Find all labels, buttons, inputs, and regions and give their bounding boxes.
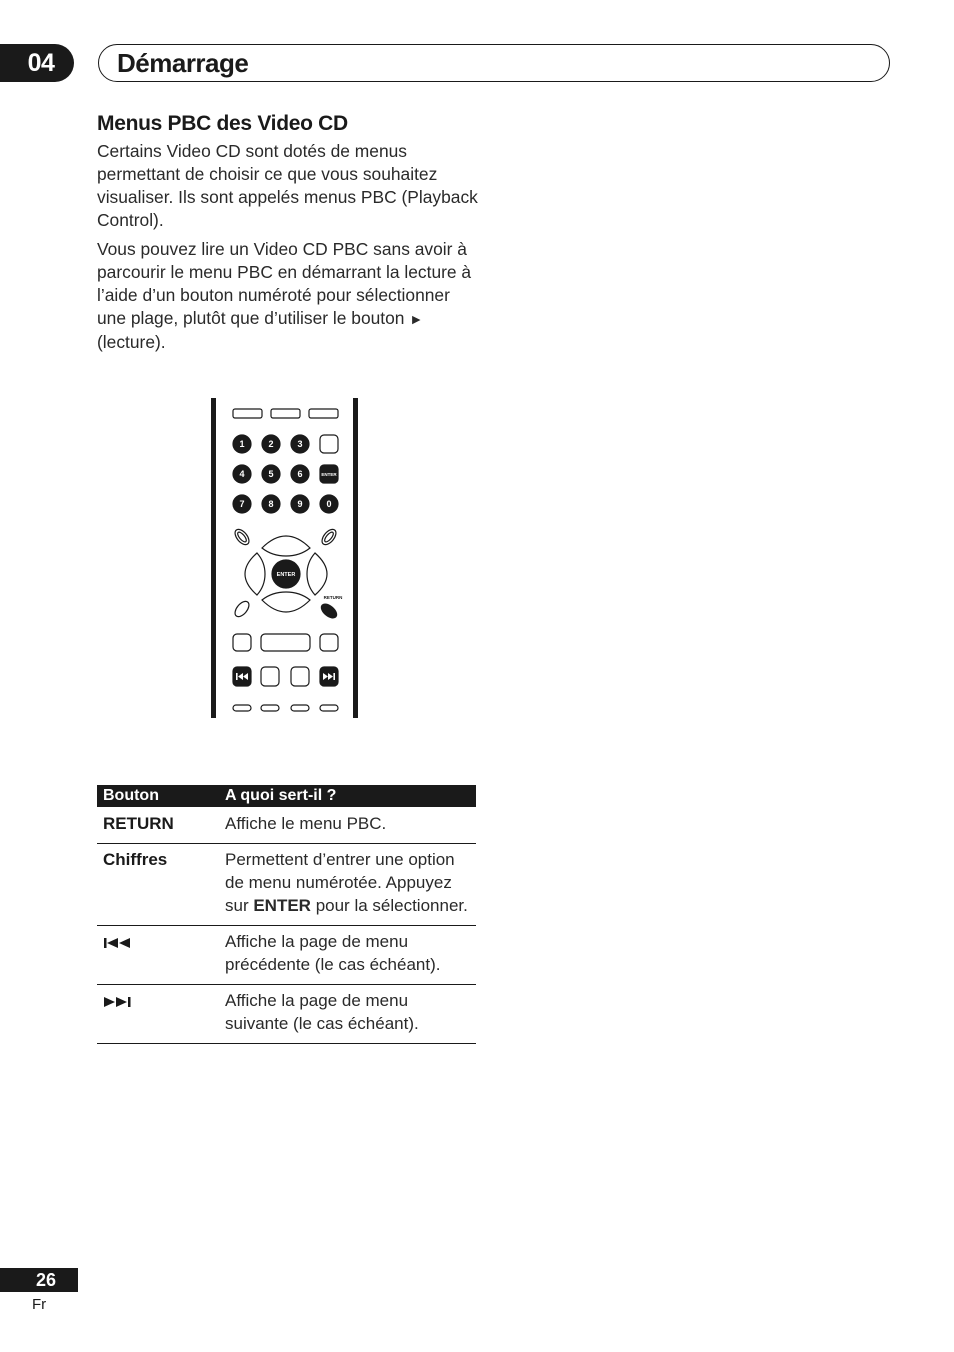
remote-return-label: RETURN [323,595,343,600]
button-return: RETURN [97,807,219,844]
remote-down-arrow [262,592,310,612]
remote-oblique-button-top-right [319,527,338,547]
remote-digit-5: 5 [268,469,274,479]
desc-previous: Affiche la page de menu précédente (le cas échéant). [219,926,476,985]
next-icon [103,995,135,1009]
language-code: Fr [32,1296,47,1313]
remote-digit-0: 0 [326,499,332,509]
chapter-number-badge [0,44,74,82]
play-paragraph [97,238,482,354]
remote-bottom-button-1 [233,705,251,711]
remote-left-arrow [245,553,265,595]
remote-digit-4: 4 [239,469,245,479]
intro-paragraph: Certains Video CD sont dotés de menus permettant de choisir ce que vous souhaitez visualiser. Ils sont appelés menus PBC (Playback Control). [97,141,478,230]
remote-digit-6: 6 [297,469,303,479]
function-table [97,785,476,1044]
table-row [97,844,476,926]
remote-digit-2: 2 [268,439,274,449]
remote-digit-9: 9 [297,499,303,509]
play-paragraph-text: Vous pouvez lire un Video CD PBC sans avoir à parcourir le menu PBC en démarrant la lecture à l’aide d’un bouton numéroté pour sélectionner une plage, plutôt que d’utiliser le bouton [97,239,472,328]
remote-oblique-button-top-left [232,527,251,547]
remote-bottom-button-4 [320,705,338,711]
remote-enter-center-label: ENTER [276,572,296,578]
remote-digit-3: 3 [297,439,303,449]
remote-transport-button-3 [291,667,309,686]
remote-control-illustration [205,396,365,722]
remote-digit-7: 7 [239,499,245,509]
header-purpose: A quoi sert-il ? [219,785,476,807]
button-next [97,985,219,1044]
remote-right-arrow [307,553,327,595]
chapter-title-bar [98,44,890,82]
button-digits: Chiffres [97,844,219,926]
play-paragraph-end: (lecture). [97,332,166,352]
play-symbol: ► [409,311,424,327]
remote-bottom-button-3 [291,705,309,711]
desc-digits-enter: ENTER [253,896,311,915]
desc-digits-text: Permettent d’entrer une option de menu numérotée. Appuyez sur [225,850,455,915]
page-number: 26 [0,1268,78,1292]
remote-blank-button [320,435,338,453]
remote-lower-button-left [233,634,251,651]
remote-lower-button-wide [261,634,310,651]
desc-digits [219,844,476,926]
table-row [97,985,476,1044]
desc-next: Affiche la page de menu suivante (le cas échéant). [219,985,476,1044]
header-button: Bouton [97,785,219,807]
table-header-row [97,785,476,807]
remote-top-button-3 [309,409,338,418]
remote-return-button [319,601,339,620]
chapter-title: Démarrage [117,48,249,78]
desc-return: Affiche le menu PBC. [219,807,476,844]
button-previous [97,926,219,985]
remote-transport-button-2 [261,667,279,686]
remote-lower-button-right [320,634,338,651]
table-row [97,926,476,985]
previous-icon [103,936,135,950]
remote-digit-1: 1 [239,439,245,449]
remote-up-arrow [262,536,310,556]
remote-top-button-1 [233,409,262,418]
desc-digits-end: pour la sélectionner. [310,896,468,915]
remote-top-button-2 [271,409,300,418]
remote-oblique-button-bottom-left [232,599,251,619]
section-heading: Menus PBC des Video CD [97,112,348,135]
remote-enter-small-label: ENTER [321,472,337,477]
table-row [97,807,476,844]
remote-bottom-button-2 [261,705,279,711]
chapter-number: 04 [27,49,55,77]
remote-digit-8: 8 [268,499,274,509]
